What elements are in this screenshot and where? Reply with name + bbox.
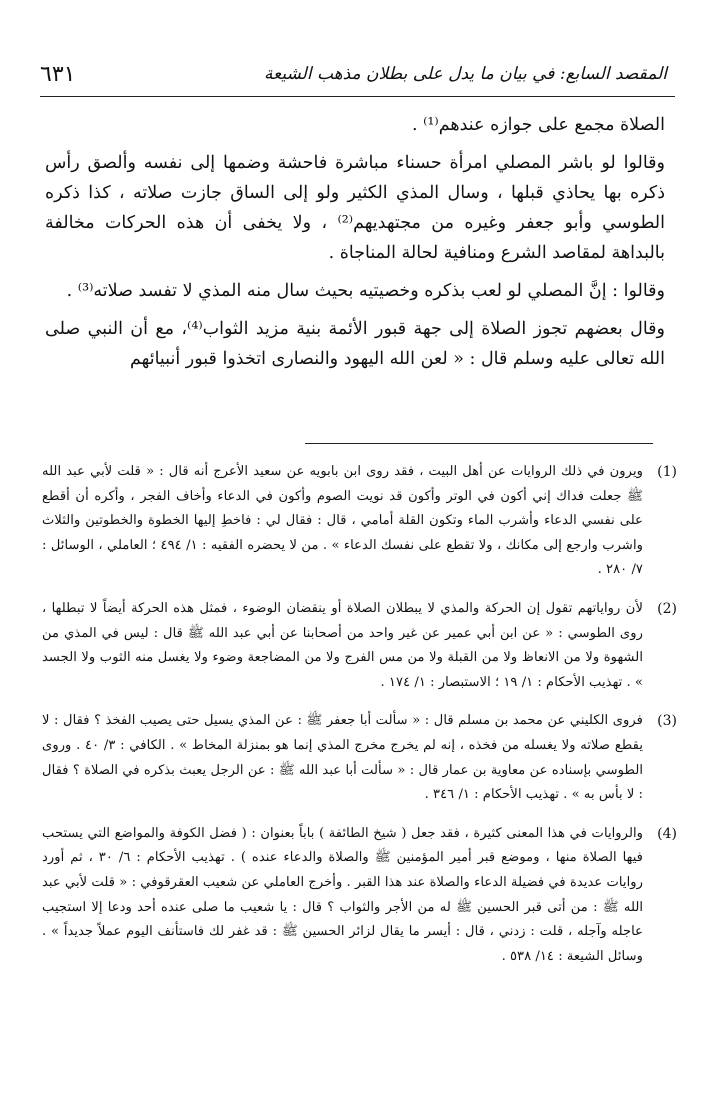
- paragraph: وقالوا : إنَّ المصلي لو لعب بذكره وخصيتيه بحيث سال منه المذي لا تفسد صلاته⁽³⁾ .: [66, 281, 665, 301]
- footnote-number: (4): [657, 825, 677, 842]
- footnote: [42, 709, 677, 807]
- main-text: [45, 110, 665, 382]
- footnotes: [42, 460, 677, 983]
- footnote-text: ويرون في ذلك الروايات عن أهل البيت ، فقد روى ابن بابويه عن سعيد الأعرج أنه قال : « قلت لأبي عبد الله ﷺ جعلت فداك إني أكون في الوتر وأكون قد نويت الصوم وأكون في الدعاء وأخاف الفجر ، وأكره أن أقطع على نفسي الدعاء وأشرب الماء وتكون القلة أمامي ، قال : فقال لي : فاخطِ إليها الخطوة والخطوتين والثلاث واشرب وارجع إلى مكانك ، ولا تقطع على نفسك الدعاء » . من لا يحضره الفقيه : ١/ ٤٩٤ ؛ العاملي ، الوسائل : ٧/ ٢٨٠ .: [42, 464, 643, 578]
- footnote: [42, 597, 677, 695]
- footnote-text: فروى الكليني عن محمد بن مسلم قال : « سألت أبا جعفر ﷺ : عن المذي يسيل حتى يصيب الفخذ ؟ فقال : لا يقطع صلاته ولا يغسله من فخذه ، إنه لم يخرج مخرج المذي إنما هو بمنزلة المخاط » . الكافي : ٣/ ٤٠ . وروى الطوسي بإسناده عن معاوية بن عمار قال : « سألت أبا عبد الله ﷺ : عن الرجل يعبث بذكره في الصلاة ؟ فقال : لا بأس به » . تهذيب الأحكام : ١/ ٣٤٦ .: [42, 713, 643, 803]
- footnote: [42, 460, 677, 583]
- footnote-text: لأن رواياتهم تقول إن الحركة والمذي لا يبطلان الصلاة أو ينقضان الوضوء ، فمثل هذه الحركة أيضاً لا تبطلها ، روى الطوسي : « عن ابن أبي عمير عن غير واحد من أصحابنا عن أبي عبد الله ﷺ قال : ليس في المذي من الشهوة ولا من الانعاظ ولا من القبلة ولا من مس الفرج ولا من المضاجعة وضوء ولا يغسل منه الثوب ولا الجسد » . تهذيب الأحكام : ١/ ١٩ ؛ الاستبصار : ١/ ١٧٤ .: [42, 600, 643, 690]
- paragraph: وقال بعضهم تجوز الصلاة إلى جهة قبور الأئمة بنية مزيد الثواب⁽⁴⁾، مع أن النبي صلى الله تعالى عليه وسلم قال : « لعن الله اليهود والنصارى اتخذوا قبور أنبيائهم: [45, 319, 665, 369]
- running-title: المقصد السابع: في بيان ما يدل على بطلان مذهب الشيعة: [264, 64, 667, 84]
- footnote: [42, 822, 677, 970]
- footnote-number: (1): [657, 464, 677, 480]
- footnote-number: (3): [657, 713, 677, 730]
- page-number: ٦٣١: [40, 62, 76, 87]
- paragraph: الصلاة مجمع على جوازه عندهم⁽¹⁾ .: [411, 115, 665, 135]
- footnote-divider: [305, 443, 653, 444]
- footnote-number: (2): [657, 600, 677, 617]
- header-divider: [40, 96, 675, 97]
- paragraph: وقالوا لو باشر المصلي امرأة حسناء مباشرة فاحشة وضمها إلى نفسه وألصق رأس ذكره بها يحاذي قبلها ، وسال المذي الكثير ولو إلى الساق جازت صلاته ، كذا ذكره الطوسي وأبو جعفر وغيره من مجتهديهم⁽²⁾ ، ولا يخفى أن هذه الحركات مخالفة بالبداهة لمقاصد الشرع ومنافية لحالة المناجاة .: [45, 153, 665, 263]
- footnote-text: والروايات في هذا المعنى كثيرة ، فقد جعل ( شيخ الطائفة ) باباً بعنوان : ( فضل الكوفة والمواضع التي يستحب فيها الصلاة منها ، وموضع قبر أمير المؤمنين ﷺ والصلاة والدعاء عنده ) . تهذيب الأحكام : ٦/ ٣٠ ، ثم أورد روايات عديدة في فضيلة الدعاء والصلاة عند هذا القبر . وأخرج العاملي عن شعيب العقرقوفي : « قلت لأبي عبد الله ﷺ : من أتى قبر الحسين ﷺ له من الأجر والثواب ؟ قال : يا شعيب ما صلى عنده أحد ودعا إلا استجيب عاجله وآجله ، قلت : زدني ، قال : أيسر ما يقال لزائر الحسين ﷺ : قد غفر لك فاستأنف اليوم عملاً جديداً » . وسائل الشيعة : ١٤/ ٥٣٨ .: [42, 825, 643, 964]
